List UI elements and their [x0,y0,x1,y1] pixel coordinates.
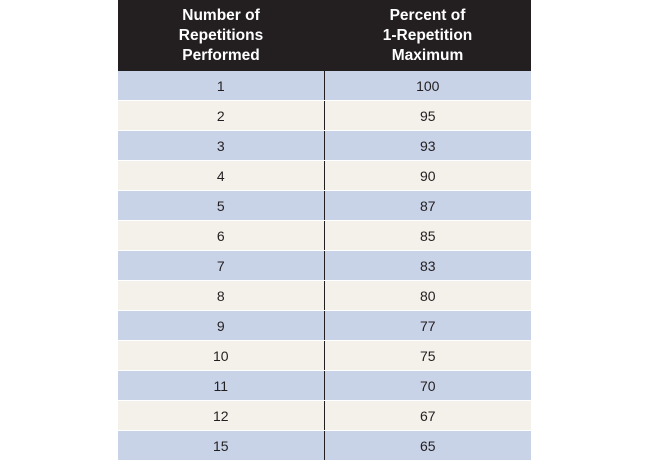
cell-repetitions: 3 [118,131,324,161]
cell-repetitions: 5 [118,191,324,221]
header-line: Percent of [389,6,466,24]
header-line: Number of [182,6,260,24]
cell-percent-max: 77 [324,311,531,341]
table-row [118,431,531,461]
cell-repetitions: 6 [118,221,324,251]
table-row [118,101,531,131]
cell-percent-max: 67 [324,401,531,431]
cell-repetitions: 1 [118,71,324,101]
table-row [118,371,531,401]
table-row [118,191,531,221]
table-row [118,161,531,191]
cell-repetitions: 15 [118,431,324,461]
table-row [118,71,531,101]
cell-percent-max: 83 [324,251,531,281]
cell-percent-max: 75 [324,341,531,371]
table-row [118,221,531,251]
cell-percent-max: 85 [324,221,531,251]
table-row [118,401,531,431]
repetition-max-table [118,0,531,461]
table-row [118,311,531,341]
header-line: Repetitions [178,26,264,44]
cell-percent-max: 100 [324,71,531,101]
cell-repetitions: 12 [118,401,324,431]
cell-repetitions: 4 [118,161,324,191]
cell-percent-max: 93 [324,131,531,161]
table-row [118,341,531,371]
cell-percent-max: 95 [324,101,531,131]
cell-repetitions: 9 [118,311,324,341]
repetition-table-container [118,0,531,461]
cell-repetitions: 10 [118,341,324,371]
cell-repetitions: 11 [118,371,324,401]
cell-repetitions: 8 [118,281,324,311]
table-row [118,251,531,281]
header-repetitions [118,0,324,71]
header-line: Performed [182,46,260,64]
header-line: Maximum [391,46,464,64]
header-line: 1-Repetition [382,26,473,44]
cell-percent-max: 70 [324,371,531,401]
table-header [118,0,531,71]
cell-repetitions: 2 [118,101,324,131]
cell-percent-max: 90 [324,161,531,191]
table-row [118,281,531,311]
header-percent-max [324,0,531,71]
cell-percent-max: 80 [324,281,531,311]
table-body [118,71,531,461]
cell-repetitions: 7 [118,251,324,281]
table-row [118,131,531,161]
header-row [118,0,531,71]
cell-percent-max: 87 [324,191,531,221]
cell-percent-max: 65 [324,431,531,461]
